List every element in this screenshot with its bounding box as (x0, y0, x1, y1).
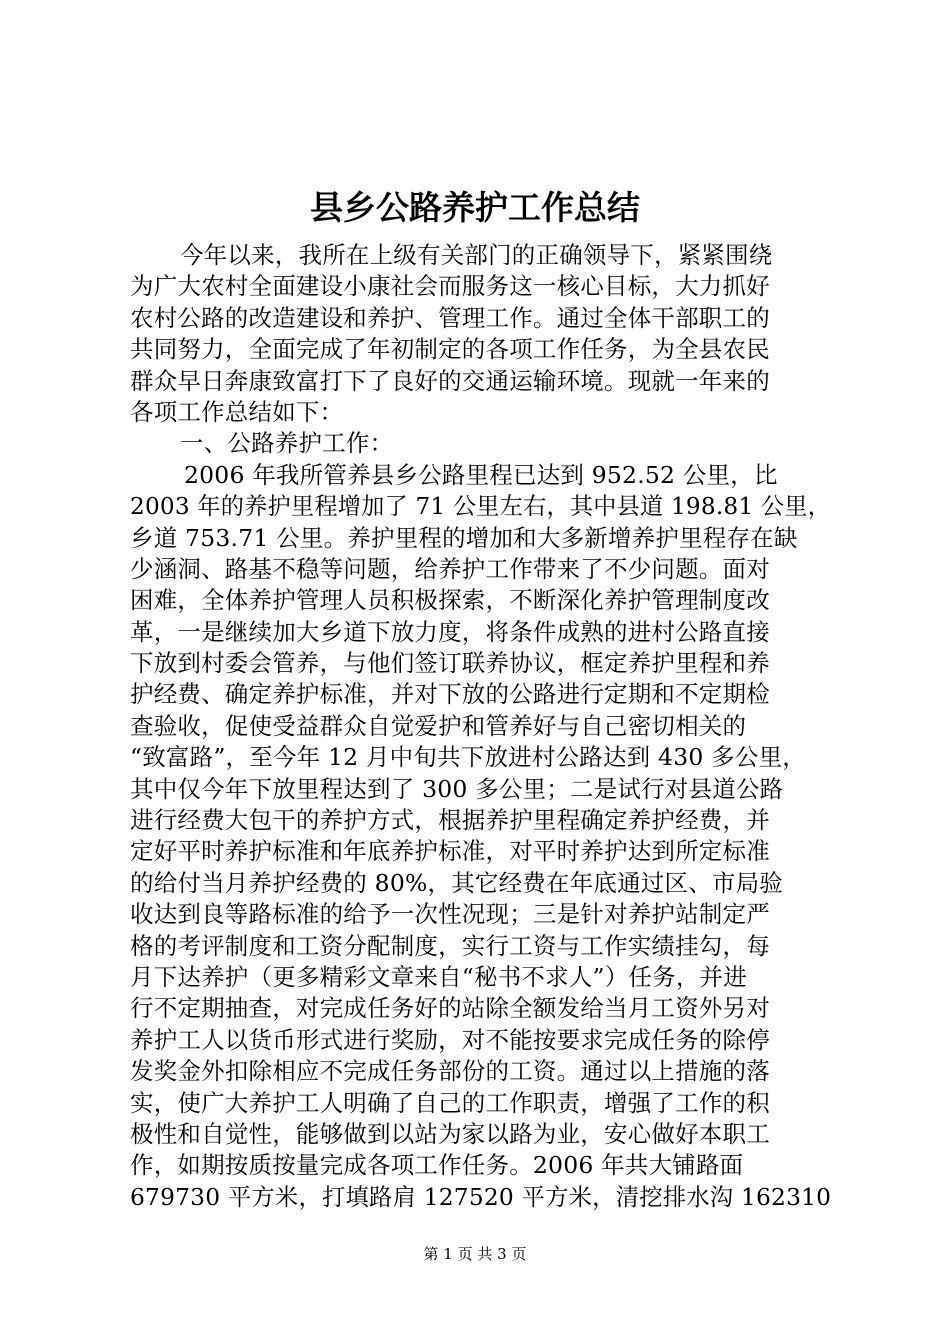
paragraph-line: 护经费、确定养护标准，并对下放的公路进行定期和不定期检 (130, 680, 770, 709)
paragraph-line: 极性和自觉性，能够做到以站为家以路为业，安心做好本职工 (130, 1119, 770, 1148)
paragraph-line: 收达到良等路标准的给予一次性况现；三是针对养护站制定严 (130, 900, 770, 929)
paragraph-line: 各项工作总结如下： (130, 397, 344, 426)
paragraph-line: 共同努力，全面完成了年初制定的各项工作任务，为全县农民 (130, 335, 770, 364)
paragraph-line: 革，一是继续加大乡道下放力度，将条件成熟的进村公路直接 (130, 617, 770, 646)
paragraph-line: 为广大农村全面建设小康社会而服务这一核心目标，大力抓好 (130, 272, 770, 301)
paragraph-line: 实，使广大养护工人明确了自己的工作职责，增强了工作的积 (130, 1088, 770, 1117)
paragraph-line: 的给付当月养护经费的 80%，其它经费在年底通过区、市局验 (130, 868, 784, 897)
paragraph-line: 养护工人以货币形式进行奖励，对不能按要求完成任务的除停 (130, 1025, 770, 1054)
page-number-footer: 第 1 页 共 3 页 (423, 1245, 527, 1263)
paragraph-line: 2006 年我所管养县乡公路里程已达到 952.52 公里，比 (184, 460, 778, 489)
paragraph-line: “致富路”，至今年 12 月中旬共下放进村公路达到 430 多公里， (130, 743, 806, 772)
paragraph-line: 月下达养护（更多精彩文章来自“秘书不求人”）任务，并进 (130, 962, 747, 991)
paragraph-line: 乡道 753.71 公里。养护里程的增加和大多新增养护里程存在缺 (130, 523, 798, 552)
document-body (130, 240, 835, 1213)
paragraph-line: 进行经费大包干的养护方式，根据养护里程确定养护经费，并 (130, 806, 770, 835)
document-title: 县乡公路养护工作总结 (310, 188, 640, 227)
paragraph-line: 发奖金外扣除相应不完成任务部份的工资。通过以上措施的落 (130, 1057, 770, 1086)
paragraph-line: 少涵洞、路基不稳等问题，给养护工作带来了不少问题。面对 (130, 554, 770, 583)
paragraph-line: 困难，全体养护管理人员积极探索，不断深化养护管理制度改 (130, 586, 770, 615)
paragraph-line: 行不定期抽查，对完成任务好的站除全额发给当月工资外另对 (130, 994, 770, 1023)
paragraph-line: 作，如期按质按量完成各项工作任务。2006 年共大铺路面 (130, 1151, 744, 1180)
paragraph-line: 下放到村委会管养，与他们签订联养协议，框定养护里程和养 (130, 649, 770, 678)
paragraph-line: 2003 年的养护里程增加了 71 公里左右，其中县道 198.81 公里， (130, 493, 832, 521)
paragraph-line: 今年以来，我所在上级有关部门的正确领导下，紧紧围绕 (180, 241, 773, 269)
section-heading: 一、公路养护工作： (180, 429, 394, 458)
paragraph-line: 其中仅今年下放里程达到了 300 多公里；二是试行对县道公路 (130, 774, 784, 803)
paragraph-line: 定好平时养护标准和年底养护标准，对平时养护达到所定标准 (130, 837, 770, 866)
paragraph-line: 679730 平方米，打填路肩 127520 平方米，清挖排水沟 162310 (130, 1182, 832, 1211)
paragraph-line: 查验收，促使受益群众自觉爱护和管养好与自己密切相关的 (130, 711, 747, 740)
paragraph-line: 群众早日奔康致富打下了良好的交通运输环境。现就一年来的 (130, 366, 770, 395)
paragraph-line: 格的考评制度和工资分配制度，实行工资与工作实绩挂勾，每 (130, 931, 770, 960)
paragraph-line: 农村公路的改造建设和养护、管理工作。通过全体干部职工的 (130, 303, 770, 332)
